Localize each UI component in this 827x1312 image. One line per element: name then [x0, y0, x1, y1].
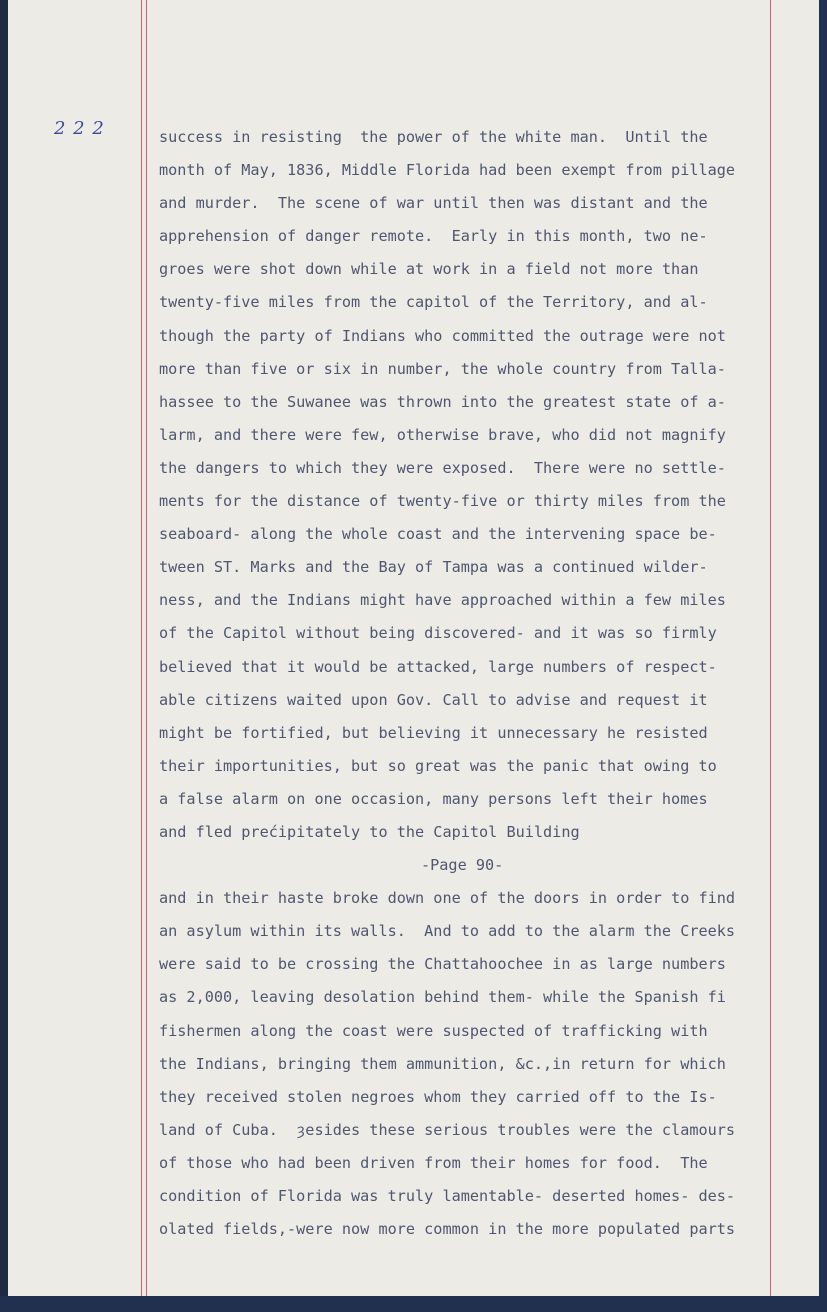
text-line: twenty-five miles from the capitol of the Territory, and al-	[159, 293, 708, 312]
text-line: the Indians, bringing them ammunition, &c.,in return for which	[159, 1054, 726, 1073]
text-line: and fled prećipitately to the Capitol Building	[159, 822, 580, 841]
text-line: tween ST. Marks and the Bay of Tampa was a continued wilder-	[159, 558, 708, 577]
document-page	[8, 0, 819, 1296]
text-line: fishermen along the coast were suspected of trafficking with	[159, 1021, 708, 1040]
typed-text-body	[159, 125, 819, 1250]
text-line: of those who had been driven from their homes for food. The	[159, 1153, 708, 1172]
scan-border-bottom	[0, 1296, 827, 1312]
text-line: condition of Florida was truly lamentable- deserted homes- des-	[159, 1187, 736, 1205]
text-line: the dangers to which they were exposed. There were no settle-	[159, 458, 726, 477]
text-line: ness, and the Indians might have approached within a few miles	[159, 591, 726, 610]
text-line: ments for the distance of twenty-five or thirty miles from the	[159, 492, 726, 511]
text-line: groes were shot down while at work in a field not more than	[159, 260, 699, 279]
text-line: month of May, 1836, Middle Florida had been exempt from pillage	[159, 161, 736, 180]
text-line: of the Capitol without being discovered- and it was so firmly	[159, 624, 717, 643]
text-line: though the party of Indians who committed the outrage were not	[159, 326, 726, 345]
page-number: -Page 90-	[421, 856, 504, 875]
margin-rule-left-inner	[146, 0, 147, 1296]
text-line: were said to be crossing the Chattahoochee in as large numbers	[159, 955, 726, 974]
text-line: they received stolen negroes whom they carried off to the Is-	[159, 1087, 717, 1106]
text-line: more than five or six in number, the whole country from Talla-	[159, 359, 726, 378]
text-line: hassee to the Suwanee was thrown into the greatest state of a-	[159, 392, 726, 411]
text-line: olated fields,-were now more common in the more populated parts	[159, 1220, 736, 1239]
text-line: as 2,000, leaving desolation behind them- while the Spanish fi	[159, 988, 726, 1007]
text-line: able citizens waited upon Gov. Call to advise and request it	[159, 690, 708, 709]
text-line: and murder. The scene of war until then was distant and the	[159, 194, 708, 213]
text-line: and in their haste broke down one of the doors in order to find	[159, 889, 736, 908]
text-line: apprehension of danger remote. Early in this month, two ne-	[159, 227, 708, 246]
margin-rule-left	[141, 0, 142, 1296]
text-line: success in resisting the power of the white man. Until the	[159, 128, 708, 146]
text-line: might be fortified, but believing it unnecessary he resisted	[159, 723, 708, 742]
text-line: seaboard- along the whole coast and the intervening space be-	[159, 525, 717, 544]
handwritten-margin-note: 2 2 2	[54, 118, 105, 139]
text-line: a false alarm on one occasion, many persons left their homes	[159, 789, 708, 808]
text-line: their importunities, but so great was the panic that owing to	[159, 756, 717, 775]
text-line: an asylum within its walls. And to add to the alarm the Creeks	[159, 922, 736, 941]
text-line: believed that it would be attacked, large numbers of respect-	[159, 657, 717, 676]
scan-border-right	[819, 0, 827, 1312]
text-line: larm, and there were few, otherwise brave, who did not magnify	[159, 425, 726, 444]
text-line: land of Cuba. ȝesides these serious troubles were the clamours	[159, 1120, 736, 1139]
